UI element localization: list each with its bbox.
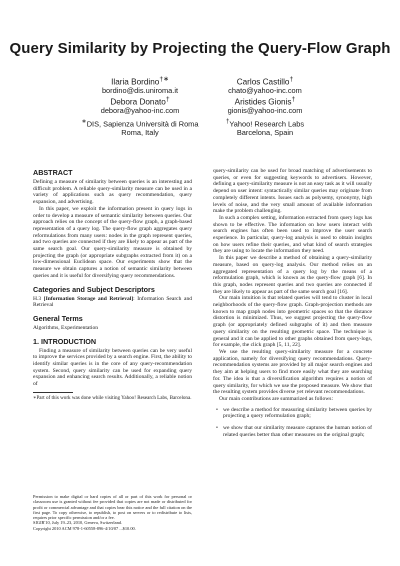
- body-paragraph: query-similarity can be used for broad matching of advertisements to queries, or even for suggesting keywords to advertisers. However, defining a query-similarity measure is not an easy task as it will usually depend on user intent: syntactically similar queries may originate from completely different intents. Issues such as polysemy, synonymy, high levels of noise, and the very small amount of available information make the problem challenging.: [213, 168, 372, 215]
- abstract-paragraph: Defining a measure of similarity between queries is an interesting and difficult problem. A reliable query-similarity measure can be used in a variety of applications such as query recommendation, query expansion, and advertising.: [33, 179, 192, 206]
- affiliation-line: Roma, Italy: [121, 128, 159, 138]
- body-paragraph: In such a complex setting, information extracted from query logs has shown to be effective. The information on how users interact with search engines has often been used to improve the user search experience. In particular, query-log analysis is used to obtain insights on how users refine their queries, and what kind of search strategies they are using to locate the information they need.: [213, 214, 372, 255]
- author-email: debora@yahoo-inc.com: [100, 106, 180, 116]
- affiliation-2: [205, 118, 325, 138]
- body-paragraph: In this paper we describe a method of obtaining a query-similarity measure, based on query-log analysis. Our method relies on an aggregated representation of a query log by the means of a reformulation graph, which is known as the query-flow graph [6]. In this graph, nodes represent queries and two queries are connected if they are likely to appear as part of the same search goal [16].: [213, 255, 372, 295]
- affiliation-line: Barcelona, Spain: [236, 128, 294, 138]
- body-paragraph: Our main intuition is that related queries will tend to cluster in local neighborhoods of the query-flow graph. Graph-projection methods are known to map graph nodes into geometric spaces so that the distance distortion is minimized. Thus, we suggest projecting the query-flow graph (or appropriately defined subgraphs of it) and then measure query similarity on the resulting geometric space. The technique is general and it can be applied to other graphs obtained from query-logs, for example, the click graph [5, 11, 22].: [213, 295, 372, 349]
- author-email: chato@yahoo-inc.com: [228, 86, 302, 96]
- abstract-paragraph: In this paper, we exploit the information present in query logs in order to develop a measure of semantic similarity between queries. Our approach relies on the concept of the query-flow graph, a graph-based representation of a query log. The query-flow graph aggregates query reformulations from many users: nodes in the graph represent queries, and two queries are connected if they are likely to appear as part of the same search goal. Our query-similarity measure is obtained by projecting the graph (or appropriate subgraphs extracted from it) on a low-dimensional Euclidean space. Our experiments show that the measure we obtain captures a notion of semantic similarity between queries and it is useful for diversifying query recommendations.: [33, 205, 192, 279]
- author-name: Ilaria Bordino: [111, 77, 160, 87]
- left-column: [33, 168, 192, 401]
- terms-heading: General Terms: [33, 313, 83, 323]
- author-block-1: [80, 76, 200, 96]
- copyright-venue: SIGIR'10, July 19–23, 2010, Geneva, Switzerland.: [33, 520, 123, 526]
- author-sup: †: [165, 96, 170, 103]
- author-block-2: [205, 76, 325, 96]
- categories-heading: Categories and Subject Descriptors: [33, 284, 155, 294]
- introduction-heading: 1. INTRODUCTION: [33, 336, 97, 346]
- affiliation-line: Yahoo! Research Labs: [229, 119, 305, 129]
- categories-rest: : Information Search and Retrieval: [33, 295, 193, 309]
- author-email: bordino@dis.uniroma.it: [101, 86, 179, 96]
- author-name: Aristides Gionis: [234, 97, 292, 107]
- list-item: • we describe a method for measuring similarity between queries by projecting a query reformulation graph;: [223, 407, 372, 420]
- footnote-rule: [33, 392, 73, 393]
- contributions-list: [213, 407, 372, 439]
- abstract-heading: ABSTRACT: [33, 168, 73, 177]
- author-block-3: [80, 96, 200, 116]
- categories-code: H.3: [33, 295, 42, 302]
- author-sup: †: [291, 96, 296, 103]
- categories-text: [33, 296, 192, 309]
- right-column: [213, 168, 372, 443]
- footnote: ∗Part of this work was done while visiting Yahoo! Research Labs, Barcelona.: [33, 394, 192, 401]
- body-paragraph: Our main contributions are summarized as follows:: [219, 395, 333, 402]
- introduction-paragraph: Finding a measure of similarity between queries can be very useful to improve the services provided by a search engine. First, the ability to identify similar queries is in the core of any query-recommendation system. Second, query similarity can be used for expanding query expansion and enhancing search results. Additionally, a reliable notion of: [33, 347, 192, 388]
- list-item: • we show that our similarity measure captures the human notion of related queries better than other measures on the original graph;: [223, 425, 372, 438]
- affiliation-sup: †: [225, 118, 230, 125]
- author-sup: †: [289, 76, 294, 83]
- affiliation-line: DIS, Sapienza Università di Roma: [86, 119, 199, 129]
- copyright-line: Copyright 2010 ACM 978-1-60558-896-4/10/07 ...$10.00.: [33, 525, 136, 531]
- categories-bold: [Information Storage and Retrieval]: [43, 295, 134, 302]
- author-email: gionis@yahoo-inc.com: [227, 106, 303, 116]
- author-name: Carlos Castillo: [236, 77, 290, 87]
- paper-title: Query Similarity by Projecting the Query-Flow Graph: [9, 40, 391, 57]
- affiliation-sup: ∗: [81, 118, 87, 125]
- author-block-4: [205, 96, 325, 116]
- author-name: Debora Donato: [110, 97, 166, 107]
- copyright-permission: Permission to make digital or hard copies of all or part of this work for personal or classroom use is granted without fee provided that copies are not made or distributed for profit or commercial advantage and that copies bear this notice and the full citation on the first page. To copy otherwise, to republish, to post on servers or to redistribute to lists, requires prior specific permission and/or a fee.: [33, 494, 192, 521]
- affiliation-1: [72, 118, 208, 138]
- copyright-notice: [33, 494, 192, 531]
- terms-text: Algorithms, Experimentation: [33, 324, 99, 331]
- body-paragraph: We use the resulting query-similarity measure for a concrete application, namely for diversifying query recommendations. Query-recommendation systems are provided by all major search engines and they aim at helping users to find more easily what they are searching for. The idea is that a diversification algorithm requires a notion of query similarity, for which we use the proposed measure. We show that the resulting system provides diverse yet relevant recommendations.: [213, 348, 372, 396]
- author-sup: †∗: [159, 76, 169, 83]
